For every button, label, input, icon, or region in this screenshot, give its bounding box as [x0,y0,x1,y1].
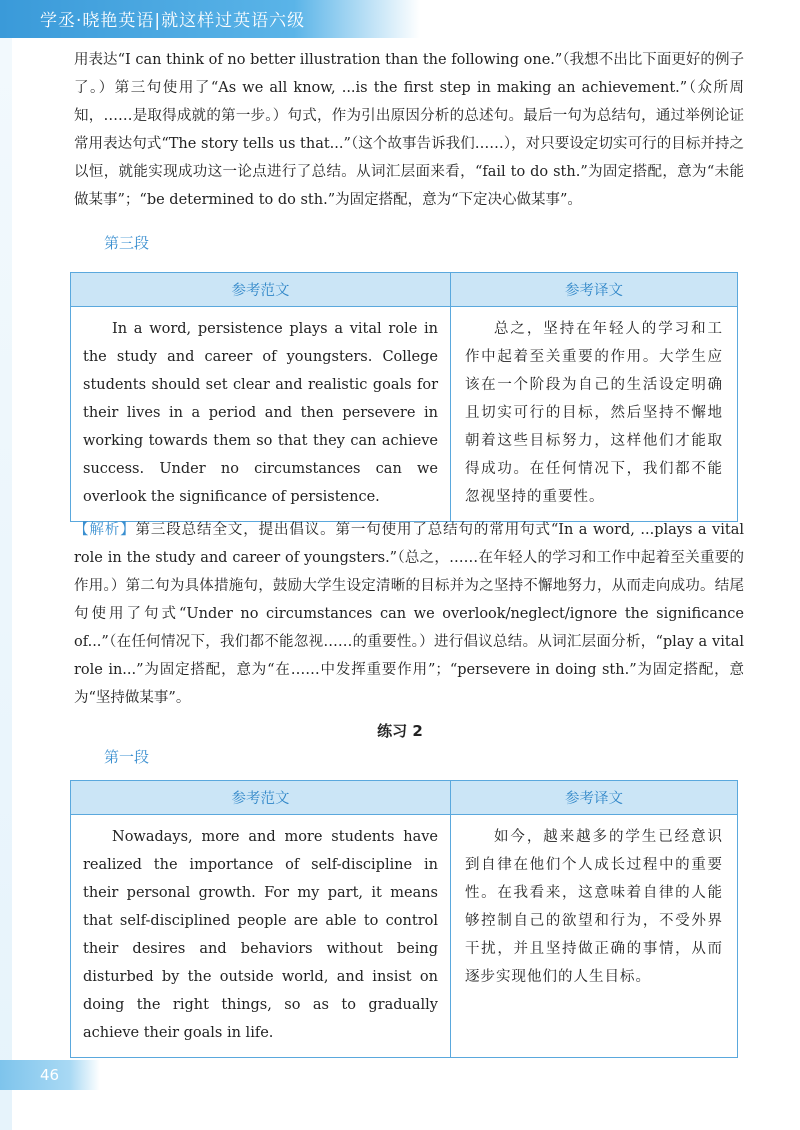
table-header-translation: 参考译文 [451,273,737,307]
header-title: 学丞·晓艳英语|就这样过英语六级 [40,11,306,31]
page-number-badge [0,1060,100,1090]
translation-cell [451,307,737,521]
running-header [0,0,420,38]
sample-essay-text: Nowadays, more and more students have realized the importance of self-discipline in their personal growth. For my part, it means that self-disciplined people are able to control their desires and behaviors without being disturbed by the outside world, and insist on doing the right things, so as to gradually achieve their goals in life. [83,829,438,1041]
reference-table-1 [70,272,738,522]
table-header-row [71,781,737,815]
reference-table-2 [70,780,738,1058]
translation-text: 总之，坚持在年轻人的学习和工作中起着至关重要的作用。大学生应该在一个阶段为自己的生活设定明确且切实可行的目标，然后坚持不懈地朝着这些目标努力，这样他们才能取得成功。在任何情况下，我们都不能忽视坚持的重要性。 [465,321,723,505]
sample-essay-cell [71,815,451,1057]
section-heading-three: 第三段 [104,234,150,252]
table-body-row [71,815,737,1057]
analysis-text: 第三段总结全文，提出倡议。第一句使用了总结句的常用句式“In a word, ...plays a vital role in the study and career of youngsters.”（总之，……在年轻人的学习和工作中起着至关重要的作用。）第二句为具体措施句，鼓励大学生设定清晰的目标并为之坚持不懈地努力，从而走向成功。结尾句使用了句式“Under no circumstances can we overlook/neglect/ignore the significance of...”（在任何情况下，我们都不能忽视……的重要性。）进行倡议总结。从词汇层面分析，“play a vital role in...”为固定搭配，意为“在……中发挥重要作用”；“persevere in doing sth.”为固定搭配，意为“坚持做某事”。 [74,522,744,706]
table-body-row [71,307,737,521]
exercise-title: 练习 2 [377,722,423,740]
page-number: 46 [40,1066,60,1084]
table-header-sample: 参考范文 [71,781,451,815]
sample-essay-cell [71,307,451,521]
page-margin-stripe [0,38,12,1130]
table-header-row [71,273,737,307]
table-header-translation: 参考译文 [451,781,737,815]
translation-cell [451,815,737,1057]
translation-text: 如今，越来越多的学生已经意识到自律在他们个人成长过程中的重要性。在我看来，这意味着自律的人能够控制自己的欲望和行为，不受外界干扰，并且坚持做正确的事情，从而逐步实现他们的人生目标。 [465,829,723,985]
intro-paragraph: 用表达“I can think of no better illustration than the following one.”（我想不出比下面更好的例子了。）第三句使用了“As we all know, ...is the first step in making an achievement.”（众所周知，……是取得成就的第一步。）句式，作为引出原因分析的总述句。最后一句为总结句，通过举例论证常用表达句式“The story tells us that...”（这个故事告诉我们……），对只要设定切实可行的目标并持之以恒，就能实现成功这一论点进行了总结。从词汇层面来看，“fail to do sth.”为固定搭配，意为“未能做某事”；“be determined to do sth.”为固定搭配，意为“下定决心做某事”。 [74,52,744,208]
sample-essay-text: In a word, persistence plays a vital role in the study and career of youngsters. College students should set clear and realistic goals for their lives in a period and then persevere in working towards them so that they can achieve success. Under no circumstances can we overlook the significance of persistence. [83,321,438,505]
analysis-tag: 【解析】 [74,522,136,538]
section-heading-one: 第一段 [104,748,150,766]
analysis-paragraph [74,516,744,712]
table-header-sample: 参考范文 [71,273,451,307]
